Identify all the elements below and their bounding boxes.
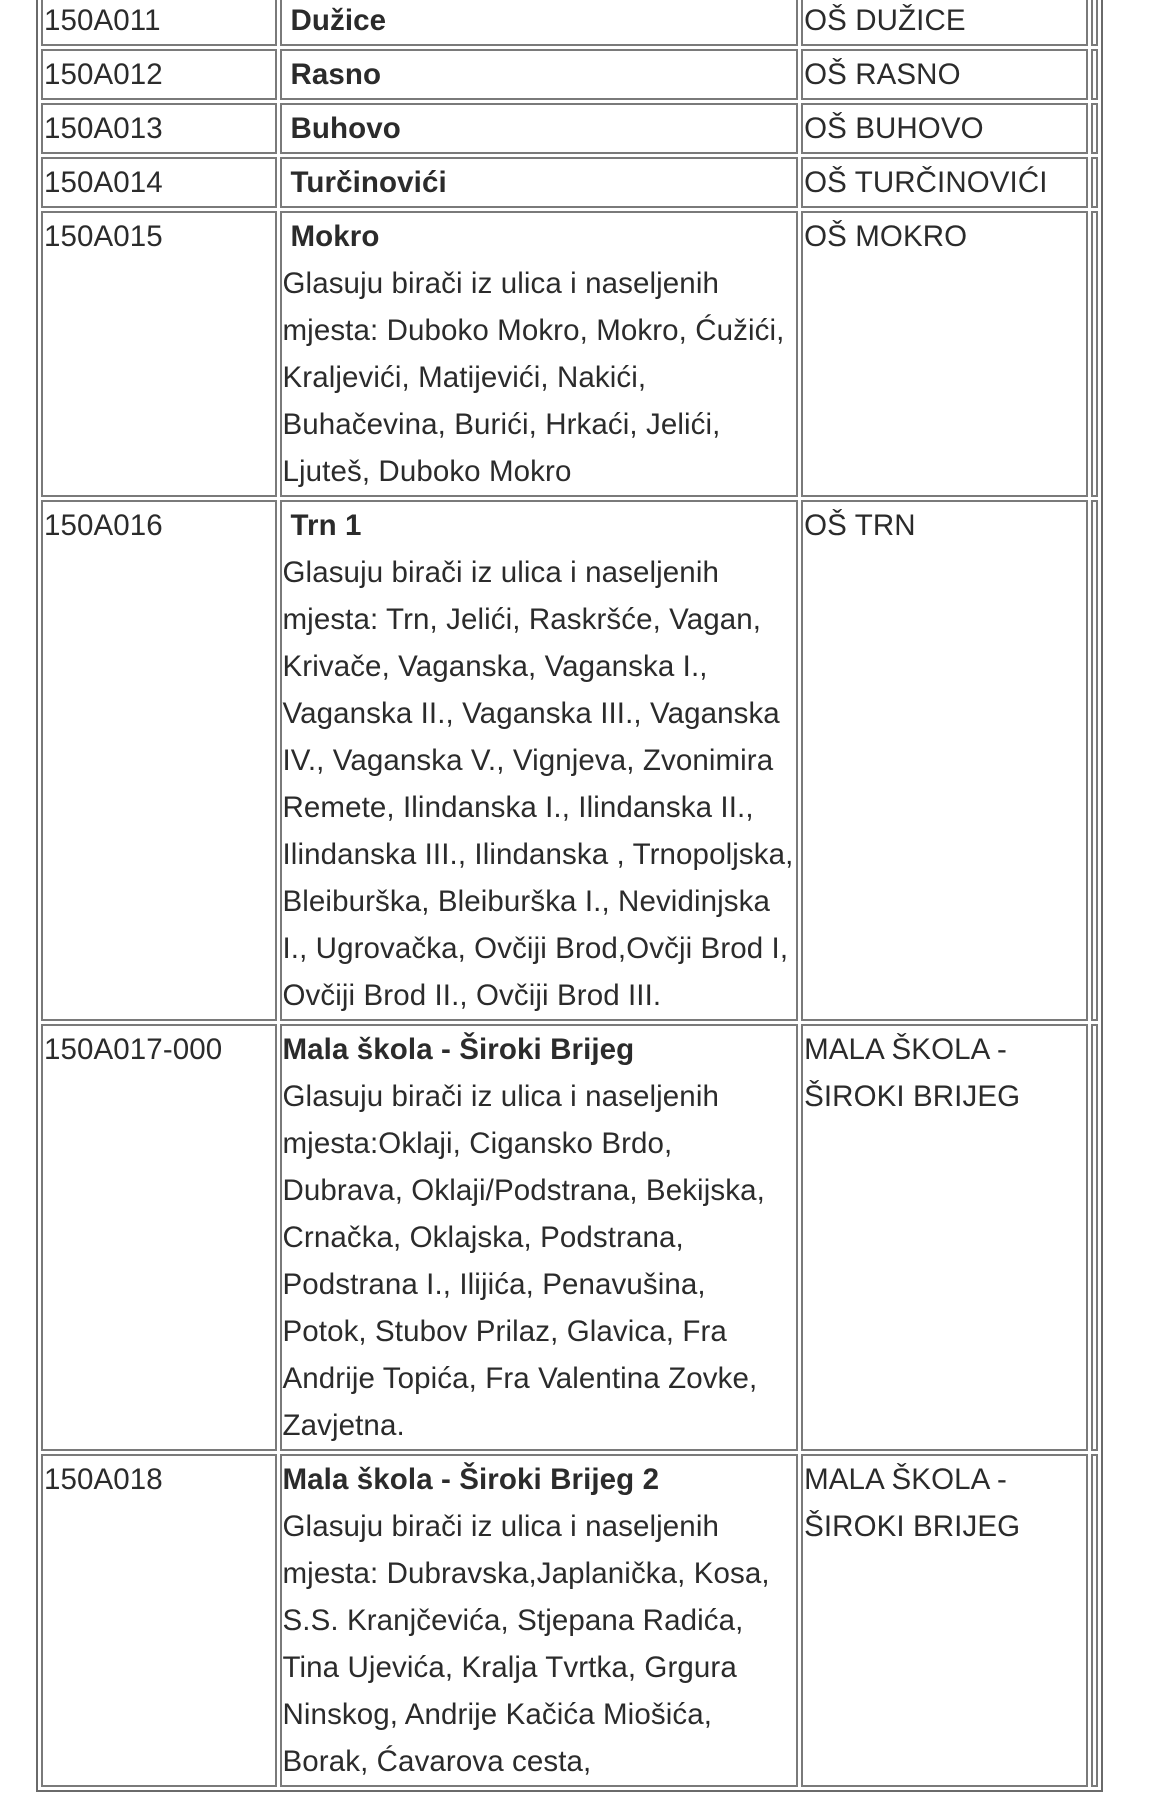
station-name: Mokro bbox=[290, 220, 380, 253]
station-school: OŠ MOKRO bbox=[801, 211, 1088, 497]
station-name-cell bbox=[280, 211, 799, 497]
station-name-cell bbox=[280, 500, 799, 1021]
station-school: MALA ŠKOLA - ŠIROKI BRIJEG bbox=[801, 1024, 1088, 1451]
table-row bbox=[41, 103, 1098, 154]
station-name: Buhovo bbox=[290, 112, 401, 145]
station-code: 150A014 bbox=[41, 157, 277, 208]
station-name: Dužice bbox=[290, 4, 387, 37]
station-voter-streets: Glasuju birači iz ulica i naseljenih mjesta: Dubravska,Japlanička, Kosa, S.S. Kranjčevića, Stjepana Radića, Tina Ujevića, Kralja Tvrtka, Grgura Ninskog, Andrije Kačića Miošića, Borak, Ćavarova cesta, bbox=[282, 1510, 770, 1778]
station-code: 150A011 bbox=[41, 0, 277, 46]
station-voter-streets: Glasuju birači iz ulica i naseljenih mjesta: Trn, Jelići, Raskršće, Vagan, Krivače, Vaganska, Vaganska I., Vaganska II., Vaganska III., Vaganska IV., Vaganska V., Vignjeva, Zvonimira Remete, Ilindanska I., Ilindanska II., Ilindanska III., Ilindanska , Trnopoljska, Bleiburška, Bleiburška I., Nevidinjska I., Ugrovačka, Ovčiji Brod,Ovčji Brod I, Ovčiji Brod II., Ovčiji Brod III. bbox=[282, 556, 794, 1012]
station-name: Rasno bbox=[290, 58, 382, 91]
station-school: OŠ TRN bbox=[801, 500, 1088, 1021]
table-row bbox=[41, 211, 1098, 497]
station-school: OŠ DUŽICE bbox=[801, 0, 1088, 46]
station-code: 150A012 bbox=[41, 49, 277, 100]
station-voter-streets: Glasuju birači iz ulica i naseljenih mjesta: Duboko Mokro, Mokro, Ćužići, Kraljevići, Matijevići, Nakići, Buhačevina, Burići, Hrkaći, Jelići, Ljuteš, Duboko Mokro bbox=[282, 267, 785, 488]
station-school: OŠ BUHOVO bbox=[801, 103, 1088, 154]
station-name-cell bbox=[280, 0, 799, 46]
station-name-cell bbox=[280, 1454, 799, 1787]
station-school: OŠ TURČINOVIĆI bbox=[801, 157, 1088, 208]
station-code: 150A017-000 bbox=[41, 1024, 277, 1451]
station-voter-streets: Glasuju birači iz ulica i naseljenih mjesta:Oklaji, Cigansko Brdo, Dubrava, Oklaji/Podstrana, Bekijska, Crnačka, Oklajska, Podstrana, Podstrana I., Ilijića, Penavušina, Potok, Stubov Prilaz, Glavica, Fra Andrije Topića, Fra Valentina Zovke, Zavjetna. bbox=[282, 1080, 765, 1442]
station-name: Turčinovići bbox=[290, 166, 447, 199]
table-row bbox=[41, 500, 1098, 1021]
table-row bbox=[41, 1024, 1098, 1451]
empty-cell bbox=[1091, 0, 1098, 46]
station-code: 150A015 bbox=[41, 211, 277, 497]
station-code: 150A018 bbox=[41, 1454, 277, 1787]
station-name-cell bbox=[280, 49, 799, 100]
station-name: Trn 1 bbox=[290, 509, 362, 542]
table-row bbox=[41, 157, 1098, 208]
station-code: 150A016 bbox=[41, 500, 277, 1021]
empty-cell bbox=[1091, 157, 1098, 208]
station-code: 150A013 bbox=[41, 103, 277, 154]
empty-cell bbox=[1091, 103, 1098, 154]
station-school: MALA ŠKOLA - ŠIROKI BRIJEG bbox=[801, 1454, 1088, 1787]
station-name-cell bbox=[280, 157, 799, 208]
empty-cell bbox=[1091, 211, 1098, 497]
polling-stations-table bbox=[36, 0, 1103, 1792]
table-row bbox=[41, 0, 1098, 46]
table-row bbox=[41, 49, 1098, 100]
table-row bbox=[41, 1454, 1098, 1787]
station-school: OŠ RASNO bbox=[801, 49, 1088, 100]
empty-cell bbox=[1091, 49, 1098, 100]
empty-cell bbox=[1091, 1454, 1098, 1787]
empty-cell bbox=[1091, 1024, 1098, 1451]
station-name-cell bbox=[280, 103, 799, 154]
empty-cell bbox=[1091, 500, 1098, 1021]
station-name-cell bbox=[280, 1024, 799, 1451]
station-name: Mala škola - Široki Brijeg bbox=[282, 1033, 635, 1066]
station-name: Mala škola - Široki Brijeg 2 bbox=[282, 1463, 660, 1496]
